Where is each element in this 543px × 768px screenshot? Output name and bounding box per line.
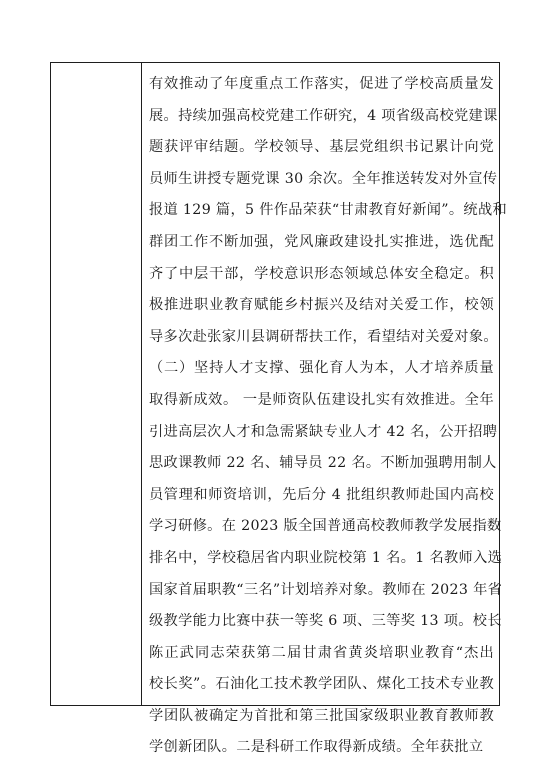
text-line: 国家首届职教“三名”计划培养对象。教师在 2023 年省 [149,581,503,598]
text-line: 学习研修。在 2023 版全国普通高校教师教学发展指数 [149,518,502,535]
text-line: （二）坚持人才支撑、强化育人为本，人才培养质量 [149,360,494,377]
text-line: 导多次赴张家川县调研帮扶工作，看望结对关爱对象。 [149,328,498,345]
text-line: 展。持续加强高校党建工作研究，4 项省级高校党建课 [149,107,498,124]
text-line: 排名中，学校稳居省内职业院校第 1 名。1 名教师入选 [149,549,503,566]
text-line: 陈正武同志荣获第二届甘肃省黄炎培职业教育“杰出 [149,644,494,661]
text-line: 级教学能力比赛中获一等奖 6 项、三等奖 13 项。校长 [149,613,502,630]
text-line: 思政课教师 22 名、辅导员 22 名。不断加强聘用制人 [149,455,497,472]
text-line: 取得新成效。 一是师资队伍建设扎实有效推进。全年 [149,391,494,408]
text-line: 群团工作不断加强，党风廉政建设扎实推进，选优配 [149,233,494,250]
text-line: 校长奖”。石油化工技术教学团队、煤化工技术专业教 [149,676,494,693]
text-line: 员管理和师资培训，先后分 4 批组织教师赴国内高校 [149,486,494,503]
text-line: 员师生讲授专题党课 30 余次。全年推送转发对外宣传 [149,170,498,187]
text-line: 极推进职业教育赋能乡村振兴及结对关爱工作，校领 [149,297,494,314]
text-line: 学团队被确定为首批和第三批国家级职业教育教师教 [149,707,494,724]
text-line: 题获评审结题。学校领导、基层党组织书记累计向党 [149,139,494,156]
table-text-cell [149,69,508,764]
column-divider [141,63,142,705]
text-line: 报道 129 篇，5 件作品荣获“甘肃教育好新闻”。统战和 [149,202,508,219]
table-left-cell [51,63,141,705]
text-line: 引进高层次人才和急需紧缺专业人才 42 名，公开招聘 [149,423,498,440]
text-line: 学创新团队。二是科研工作取得新成绩。全年获批立 [149,739,484,756]
text-line: 有效推动了年度重点工作落实，促进了学校高质量发 [149,76,494,92]
text-line: 齐了中层干部，学校意识形态领域总体安全稳定。积 [149,265,494,282]
document-table [50,62,508,756]
